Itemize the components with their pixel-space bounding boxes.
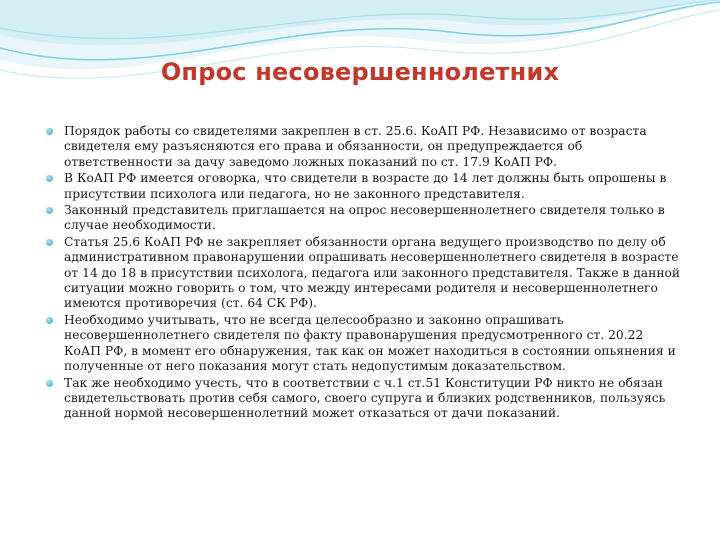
bullet-dot-icon bbox=[46, 128, 53, 135]
bullet-text: Порядок работы со свидетелями закреплен в ст. 25.6. КоАП РФ. Независимо от возраста свидетеля ему разъясняются его права и обязанности, он предупреждается об ответственности за дачу заведомо ложных показаний по ст. 17.9 КоАП РФ. bbox=[64, 124, 647, 169]
bullet-text: Необходимо учитывать, что не всегда целесообразно и законно опрашивать несовершеннолетнего свидетеля по факту правонарушения предусмотренного ст. 20.22 КоАП РФ, в момент его обнаружения, так как он может находиться в состоянии опьянения и полученные от него показания могут стать недопустимым доказательством. bbox=[64, 312, 676, 374]
slide-title: Опрос несовершеннолетних bbox=[160, 58, 560, 86]
bullet-text: Так же необходимо учесть, что в соответствии с ч.1 ст.51 Конституции РФ никто не обязан свидетельствовать против себя самого, своего супруга и близких родственников, пользуясь данной нормой несовершеннолетний может отказаться от дачи показаний. bbox=[64, 375, 666, 421]
content-area bbox=[42, 124, 682, 423]
list-item bbox=[42, 171, 682, 202]
decorative-waves bbox=[0, 0, 720, 110]
list-item bbox=[42, 235, 682, 312]
bullet-list bbox=[42, 124, 682, 422]
bullet-dot-icon bbox=[46, 175, 53, 182]
bullet-dot-icon bbox=[46, 239, 53, 246]
bullet-dot-icon bbox=[46, 207, 53, 214]
bullet-text: В КоАП РФ имеется оговорка, что свидетели в возрасте до 14 лет должны быть опрошены в присутствии психолога или педагога, но не законного представителя. bbox=[64, 171, 667, 201]
bullet-dot-icon bbox=[46, 380, 53, 387]
bullet-text: Законный представитель приглашается на опрос несовершеннолетнего свидетеля только в случае необходимости. bbox=[64, 203, 665, 233]
bullet-text: Статья 25.6 КоАП РФ не закрепляет обязанности органа ведущего производство по делу об административном правонарушении опрашивать несовершеннолетнего свидетеля в возрасте от 14 до 18 в присутствии психолога, педагога или законного представителя. Также в данной ситуации можно говорить о том, что между интересами родителя и несовершеннолетнего имеются противоречия (ст. 64 СК РФ). bbox=[64, 234, 681, 311]
list-item bbox=[42, 124, 682, 170]
list-item bbox=[42, 313, 682, 375]
list-item bbox=[42, 376, 682, 422]
list-item bbox=[42, 203, 682, 234]
bullet-dot-icon bbox=[46, 317, 53, 324]
